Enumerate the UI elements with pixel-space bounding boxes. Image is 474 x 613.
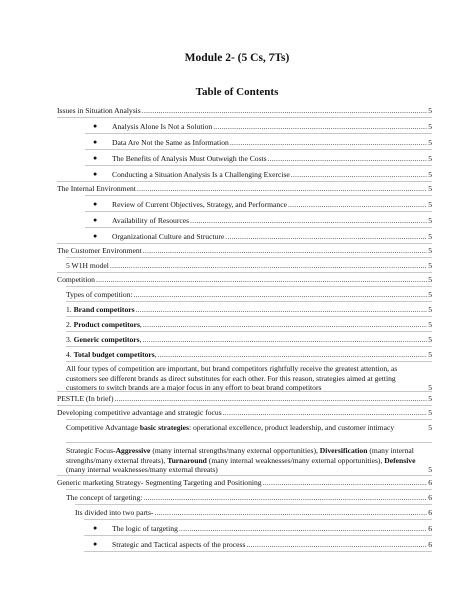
page-number: 5 [428,275,432,284]
toc-entry[interactable]: Strategic and Tactical aspects of the process ..... 6 [112,540,432,550]
toc-entry-paragraph[interactable]: All four types of competition are important, but brand competitors rightfully receive the greatest attention, as customers see different brands as direct substitutes for each other. For this reason, strategies aimed at getting customers to switch brands are a major focus in any effort to beat brand competitors 5 [66,364,432,393]
toc-entry[interactable]: Conducting a Situation Analysis Is a Challenging Exercise ..... 5 [112,170,432,180]
divider [84,519,432,520]
page-number: 5 [428,106,432,115]
toc-entry[interactable]: Generic marketing Strategy- Segmenting Targeting and Positioning ..... 6 [57,478,432,488]
bullet-icon: ● [93,216,98,224]
page-number: 5 [428,154,432,163]
toc-entry-paragraph[interactable]: Competitive Advantage basic strategies: operational excellence, product leadership, and customer intimacy 5 [66,423,432,432]
page-number: 6 [428,493,432,502]
bullet-icon: ● [93,524,98,532]
bullet-icon: ● [93,200,98,208]
divider [66,331,432,332]
page-number: 5 [428,465,432,475]
divider [57,117,432,118]
page-number: 5 [428,335,432,344]
toc-entry[interactable]: Data Are Not the Same as Information ..... 5 [112,138,432,148]
divider [57,272,432,273]
toc-entry[interactable]: 1. Brand competitors ..... 5 [66,305,432,315]
divider [66,419,432,420]
toc-entry[interactable]: Competition ..... 5 [57,275,432,285]
page-number: 5 [428,394,432,403]
divider [66,301,432,302]
toc-entry[interactable]: 2. Product competitors, ..... 5 [66,320,432,330]
toc-entry-paragraph[interactable]: Strategic Focus-Aggressive (many internal strengths/many external opportunities), Diversification (many internal strengths/many external threats), Turnaround (many internal weaknesses/many external opportunities), Defensive (many internal weaknesses/many external threats) 5 [66,446,432,475]
page-number: 6 [428,478,432,487]
toc-entry[interactable]: Analysis Alone Is Not a Solution ..... 5 [112,122,432,132]
divider [75,504,432,505]
divider [57,405,432,406]
divider [66,346,432,347]
toc-entry[interactable]: PESTLE (In brief) ..... 5 [57,394,432,404]
divider [85,133,432,134]
divider [66,361,432,362]
toc-entry[interactable]: Its divided into two parts- ..... 6 [75,508,432,518]
divider [57,243,432,244]
toc-entry[interactable]: 4. Total budget competitors, ..... 5 [66,350,432,360]
bullet-icon: ● [93,122,98,130]
divider [66,489,432,490]
page-number: 5 [428,408,432,417]
toc-entry[interactable]: Organizational Culture and Structure ..... 5 [112,232,432,242]
bullet-icon: ● [93,540,98,548]
divider [57,475,432,476]
toc-entry[interactable]: The Customer Environment ..... 5 [57,246,432,256]
divider [85,227,432,228]
divider [57,181,432,182]
toc-entry[interactable]: The Internal Environment ..... 5 [57,184,432,194]
page-number: 5 [428,216,432,225]
page-number: 5 [428,305,432,314]
page-number: 5 [428,200,432,209]
page-number: 5 [428,246,432,255]
page-number: 5 [428,320,432,329]
toc-title: Table of Contents [195,86,279,98]
page-number: 6 [428,508,432,517]
bullet-icon: ● [93,170,98,178]
page-number: 5 [428,170,432,179]
divider [57,391,432,392]
toc-entry[interactable]: 5 W1H model ..... 5 [66,261,432,271]
divider [66,442,432,443]
divider [66,316,432,317]
toc-entry[interactable]: Types of competition: ..... 5 [66,290,432,300]
divider [84,551,432,552]
divider [84,535,432,536]
divider [85,195,432,196]
divider [85,211,432,212]
page-number: 5 [428,184,432,193]
toc-entry[interactable]: Developing competitive advantage and strategic focus ..... 5 [57,408,432,418]
toc-entry[interactable]: Issues in Situation Analysis ..... 5 [57,106,432,116]
toc-entry[interactable]: The logic of targeting ..... 6 [112,524,432,534]
toc-entry[interactable]: Review of Current Objectives, Strategy, and Performance ..... 5 [112,200,432,210]
module-title: Module 2- (5 Cs, 7Ts) [184,52,290,64]
page-number: 5 [428,383,432,393]
page-number: 5 [428,232,432,241]
page-number: 5 [428,261,432,270]
bullet-icon: ● [93,138,98,146]
toc-entry[interactable]: The concept of targeting: ..... 6 [66,493,432,503]
bullet-icon: ● [93,232,98,240]
page-number: 5 [428,350,432,359]
bullet-icon: ● [93,154,98,162]
divider [85,165,432,166]
toc-entry[interactable]: Availability of Resources ..... 5 [112,216,432,226]
page-number: 5 [428,122,432,131]
toc-entry[interactable]: The Benefits of Analysis Must Outweigh the Costs ..... 5 [112,154,432,164]
divider [66,286,432,287]
divider [66,257,432,258]
page-number: 5 [428,423,432,432]
page-number: 5 [428,290,432,299]
page-number: 5 [428,138,432,147]
page-number: 6 [428,540,432,549]
toc-entry[interactable]: 3. Generic competitors, ..... 5 [66,335,432,345]
divider [85,149,432,150]
page-number: 6 [428,524,432,533]
